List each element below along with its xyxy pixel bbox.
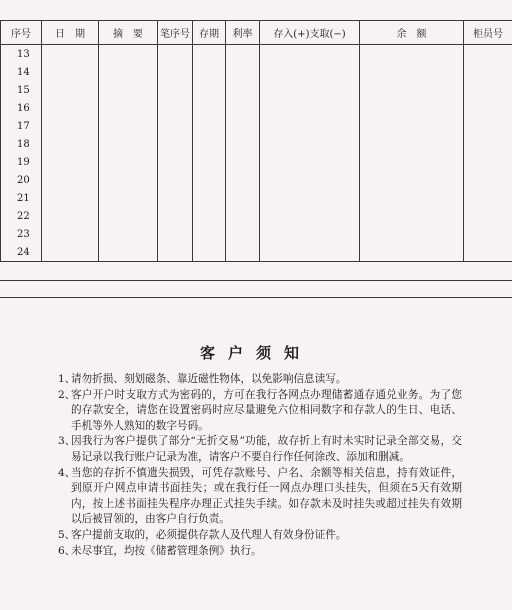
row-number: 19 [1, 153, 42, 171]
table-cell [99, 207, 158, 225]
table-cell [464, 207, 512, 225]
table-cell [226, 135, 260, 153]
table-cell [42, 207, 99, 225]
table-cell [158, 153, 193, 171]
table-row [1, 243, 512, 262]
notice-list [58, 372, 462, 559]
table-row [1, 189, 512, 207]
table-cell [226, 99, 260, 117]
table-cell [193, 171, 226, 189]
table-cell [42, 99, 99, 117]
table-row [1, 171, 512, 189]
notice-item-text: 客户提前支取的，必须提供存款人及代理人有效身份证件。 [71, 528, 347, 541]
table-cell [99, 243, 158, 262]
row-number: 18 [1, 135, 42, 153]
table-cell [42, 135, 99, 153]
table-cell [193, 135, 226, 153]
table-cell [226, 207, 260, 225]
column-header: 序号 [1, 21, 42, 45]
table-cell [99, 171, 158, 189]
notice-item-number: 5、 [58, 528, 76, 541]
column-header: 存期 [193, 21, 226, 45]
table-cell [158, 117, 193, 135]
table-cell [193, 153, 226, 171]
row-number: 21 [1, 189, 42, 207]
table-cell [464, 63, 512, 81]
table-cell [360, 243, 464, 262]
notice-item-number: 3、 [58, 435, 76, 448]
table-cell [193, 243, 226, 262]
table-cell [360, 63, 464, 81]
table-row [1, 81, 512, 99]
passbook-ledger-table [0, 20, 512, 262]
table-cell [42, 153, 99, 171]
table-cell [158, 63, 193, 81]
notice-item-text: 当您的存折不慎遗失损毁，可凭存款账号、户名、余额等相关信息，持有效证件，到原开户网点申请书面挂失；或在我行任一网点办理口头挂失，但须在5天有效期内，按上述书面挂失程序办理正式挂失手续。如存款未及时挂失或超过挂失有效期以后被冒领的，由客户自行负责。 [71, 466, 462, 526]
table-row [1, 63, 512, 81]
table-cell [360, 45, 464, 64]
notice-title: 客户须知 [199, 344, 312, 362]
table-cell [226, 171, 260, 189]
table-cell [158, 243, 193, 262]
table-cell [360, 135, 464, 153]
table-row [1, 225, 512, 243]
table-cell [260, 99, 360, 117]
table-cell [260, 189, 360, 207]
row-number: 22 [1, 207, 42, 225]
table-cell [158, 225, 193, 243]
table-cell [42, 243, 99, 262]
table-cell [42, 171, 99, 189]
table-cell [360, 153, 464, 171]
row-number: 13 [1, 45, 42, 64]
table-row [1, 99, 512, 117]
row-number: 16 [1, 99, 42, 117]
table-cell [99, 189, 158, 207]
table-cell [99, 81, 158, 99]
table-row [1, 153, 512, 171]
table-cell [158, 45, 193, 64]
table-cell [360, 117, 464, 135]
notice-item-number: 1、 [58, 373, 76, 385]
table-cell [360, 81, 464, 99]
table-cell [193, 63, 226, 81]
table-cell [158, 99, 193, 117]
table-cell [464, 99, 512, 117]
notice-item-number: 2、 [58, 388, 76, 401]
column-header: 日 期 [42, 21, 99, 45]
notice-item [58, 372, 462, 388]
table-cell [260, 243, 360, 262]
table-cell [260, 171, 360, 189]
table-cell [464, 243, 512, 262]
table-cell [360, 207, 464, 225]
notice-item-text: 客户开户时支取方式为密码的，方可在我行各网点办理储蓄通存通兑业务。为了您的存款安全，请您在设置密码时应尽量避免六位相同数字和存款人的生日、电话、手机等外人熟知的数字号码。 [71, 388, 462, 432]
notice-item [58, 434, 462, 465]
table-cell [193, 225, 226, 243]
ledger-footer-band [0, 280, 512, 298]
table-cell [464, 225, 512, 243]
column-header: 利率 [226, 21, 260, 45]
table-cell [464, 81, 512, 99]
table-cell [226, 81, 260, 99]
notice-item [58, 466, 462, 528]
table-cell [226, 153, 260, 171]
column-header: 存入(+)支取(−) [260, 21, 360, 45]
row-number: 14 [1, 63, 42, 81]
table-cell [464, 171, 512, 189]
column-header: 余 额 [360, 21, 464, 45]
table-row [1, 207, 512, 225]
notice-item-number: 4、 [58, 466, 76, 479]
column-header: 柜员号 [464, 21, 512, 45]
table-cell [99, 153, 158, 171]
table-cell [193, 189, 226, 207]
table-row [1, 117, 512, 135]
table-cell [260, 225, 360, 243]
table-cell [158, 81, 193, 99]
table-cell [99, 135, 158, 153]
table-cell [99, 45, 158, 64]
table-cell [158, 189, 193, 207]
table-cell [193, 45, 226, 64]
table-cell [464, 135, 512, 153]
table-cell [226, 243, 260, 262]
table-cell [226, 189, 260, 207]
table-cell [193, 81, 226, 99]
row-number: 20 [1, 171, 42, 189]
table-cell [193, 207, 226, 225]
table-cell [260, 207, 360, 225]
table-row [1, 45, 512, 64]
table-cell [99, 117, 158, 135]
table-cell [260, 117, 360, 135]
notice-item [58, 388, 462, 435]
table-cell [260, 81, 360, 99]
notice-item-text: 因我行为客户提供了部分“无折交易”功能，故存折上有时未实时记录全部交易，交易记录以我行账户记录为准，请客户不要自行作任何涂改、添加和删减。 [71, 435, 462, 463]
notice-item-text: 未尽事宜，均按《储蓄管理条例》执行。 [71, 544, 262, 557]
notice-item-number: 6、 [58, 544, 76, 557]
table-cell [42, 189, 99, 207]
row-number: 15 [1, 81, 42, 99]
table-cell [464, 117, 512, 135]
table-cell [464, 189, 512, 207]
table-cell [360, 225, 464, 243]
table-cell [42, 81, 99, 99]
table-cell [193, 117, 226, 135]
table-cell [158, 207, 193, 225]
table-cell [260, 135, 360, 153]
table-cell [99, 99, 158, 117]
table-cell [226, 63, 260, 81]
table-cell [99, 225, 158, 243]
row-number: 23 [1, 225, 42, 243]
table-cell [226, 117, 260, 135]
table-cell [260, 63, 360, 81]
table-cell [360, 189, 464, 207]
row-number: 24 [1, 243, 42, 262]
table-cell [360, 171, 464, 189]
table-cell [158, 171, 193, 189]
table-cell [260, 153, 360, 171]
column-header: 笔序号 [158, 21, 193, 45]
table-cell [42, 45, 99, 64]
table-cell [226, 45, 260, 64]
table-cell [193, 99, 226, 117]
table-cell [99, 63, 158, 81]
table-cell [464, 45, 512, 64]
notice-item-text: 请勿折损、刻划磁条、靠近磁性物体，以免影响信息读写。 [71, 373, 347, 385]
table-row [1, 135, 512, 153]
table-cell [42, 63, 99, 81]
column-header: 摘 要 [99, 21, 158, 45]
table-cell [360, 99, 464, 117]
table-cell [42, 225, 99, 243]
table-header-row [1, 21, 512, 45]
row-number: 17 [1, 117, 42, 135]
notice-item [58, 528, 462, 544]
table-cell [260, 45, 360, 64]
table-cell [464, 153, 512, 171]
table-cell [226, 225, 260, 243]
table-cell [158, 135, 193, 153]
notice-item [58, 544, 462, 560]
table-cell [42, 117, 99, 135]
